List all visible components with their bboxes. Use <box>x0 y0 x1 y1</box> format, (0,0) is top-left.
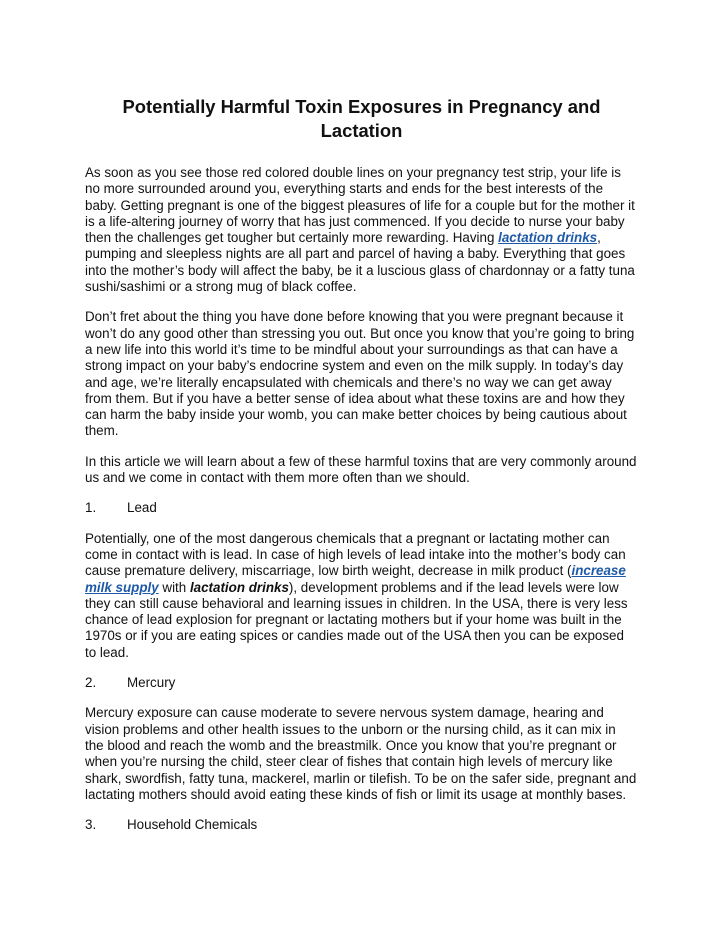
paragraph-text: Potentially, one of the most dangerous chemicals that a pregnant or lactating mother can come in contact with is lead. In case of high levels of lead intake into the mother’s body can cause premature delivery, miscarriage, low birth weight, decrease in milk product ( <box>85 530 626 579</box>
paragraph-text: , pumping and sleepless nights are all part and parcel of having a baby. Everything that goes into the mother’s body will affect the baby, be it a luscious glass of chardonnay or a fatty tuna sushi/sashimi or a strong mug of black coffee. <box>85 230 635 295</box>
list-label: Household Chemicals <box>127 817 258 833</box>
paragraph-lead <box>85 531 638 661</box>
list-label: Lead <box>127 500 157 516</box>
list-number: 1. <box>85 500 97 516</box>
increase-milk-supply-link[interactable]: increase milk supply <box>85 563 626 595</box>
list-label: Mercury <box>127 675 176 691</box>
list-item-lead <box>85 500 638 516</box>
list-number: 3. <box>85 817 97 833</box>
list-item-mercury <box>85 675 638 691</box>
document-title: Potentially Harmful Toxin Exposures in Pregnancy and Lactation <box>122 96 601 141</box>
paragraph-mercury: Mercury exposure can cause moderate to severe nervous system damage, hearing and vision problems and other health issues to the unborn or the nursing child, as it can mix in the blood and reach the womb and the breastmilk. Once you know that you’re pregnant or when you’re nursing the child, steer clear of fishes that contain high levels of mercury like shark, swordfish, fatty tuna, mackerel, marlin or tilefish. To be on the safer side, pregnant and lactating mothers should avoid eating these kinds of fish or limit its usage at monthly bases. <box>85 705 637 802</box>
paragraph-intro <box>85 165 638 295</box>
lactation-drinks-link[interactable]: lactation drinks <box>498 230 598 246</box>
paragraph-text: ), development problems and if the lead levels were low they can still cause behavioral and learning issues in children. In the USA, there is very less chance of lead explosion for pregnant or lactating mothers but if your home was built in the 1970s or if you are eating spices or candies made out of the USA then you can be exposed to lead. <box>85 579 628 660</box>
list-number: 2. <box>85 675 97 691</box>
paragraph-text: As soon as you see those red colored double lines on your pregnancy test strip, your life is no more surrounded around you, everything starts and ends for the best interests of the baby. Getting pregnant is one of the biggest pleasures of life for a couple but for the mother it is a life-altering journey of worry that has just commenced. If you decide to nurse your baby then the challenges get tougher but certainly more rewarding. Having <box>85 165 635 246</box>
paragraph-text: with <box>158 579 190 595</box>
paragraph-dont-fret: Don’t fret about the thing you have done before knowing that you were pregnant because it won’t do any good other than stressing you out. But once you know that you’re going to bring a new life into this world it’s time to be mindful about your surroundings as that can have a strong impact on your baby’s endocrine system and even on the milk supply. In today’s day and age, we’re literally encapsulated with chemicals and there’s no way we can get away from them. But if you have a better sense of idea about what these toxins are and how they can harm the baby inside your womb, you can make better choices by being cautious about them. <box>85 309 635 439</box>
paragraph-article-intro: In this article we will learn about a few of these harmful toxins that are very commonly around us and we come in contact with them more often than we should. <box>85 453 637 486</box>
list-item-household-chemicals <box>85 817 638 833</box>
lactation-drinks-emphasis: lactation drinks <box>189 579 289 595</box>
